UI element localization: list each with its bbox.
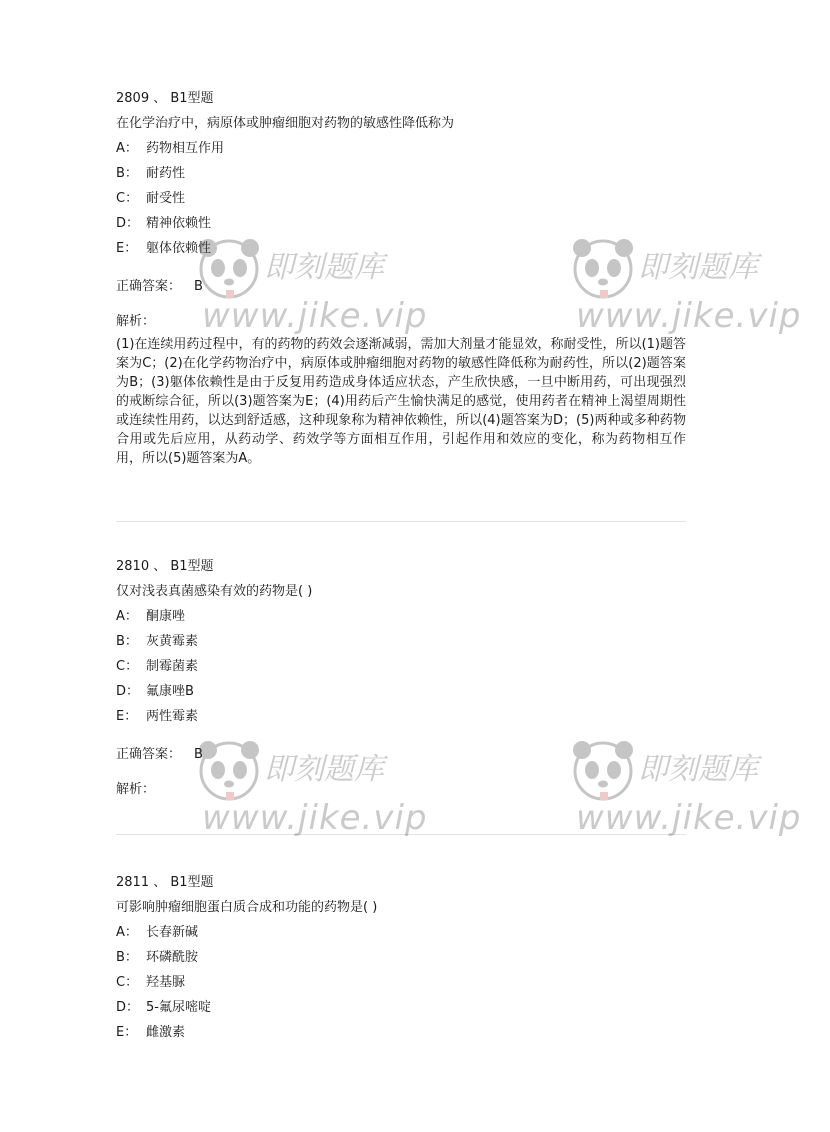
option-text: 躯体依赖性 <box>146 241 212 256</box>
question-header: 2811 、 B1型题 <box>116 875 214 890</box>
option-key: E： <box>116 241 138 256</box>
question-stem: 在化学治疗中，病原体或肿瘤细胞对药物的敏感性降低称为 <box>116 116 455 131</box>
watermark-clip <box>570 236 802 346</box>
option-text: 精神依赖性 <box>146 216 212 231</box>
watermark-brand: 即刻题库 <box>638 752 758 787</box>
option-text: 两性霉素 <box>146 709 199 724</box>
question-header: 2810 、 B1型题 <box>116 559 214 574</box>
option-d <box>116 995 686 1020</box>
watermark-brand: 即刻题库 <box>264 752 384 787</box>
option-text: 耐药性 <box>146 166 186 181</box>
divider <box>116 521 686 522</box>
answer-value: B <box>194 747 203 762</box>
analysis-label: 解析： <box>116 782 156 797</box>
answer-value: B <box>194 279 203 294</box>
option-key: E： <box>116 709 138 724</box>
option-key: C： <box>116 975 139 990</box>
option-d <box>116 211 686 236</box>
option-key: D： <box>116 216 140 231</box>
question-stem: 仅对浅表真菌感染有效的药物是( ) <box>116 584 313 599</box>
option-c <box>116 654 686 679</box>
panda-logo-icon <box>570 236 636 302</box>
analysis-label: 解析： <box>116 314 156 329</box>
option-b <box>116 945 686 970</box>
option-key: A： <box>116 925 138 940</box>
option-key: C： <box>116 659 139 674</box>
watermark <box>570 738 830 848</box>
option-key: B： <box>116 634 138 649</box>
option-key: A： <box>116 609 138 624</box>
option-c <box>116 970 686 995</box>
answer-label: 正确答案： <box>116 279 182 294</box>
option-key: B： <box>116 950 138 965</box>
option-text: 药物相互作用 <box>146 141 225 156</box>
option-a <box>116 136 686 161</box>
watermark <box>570 236 830 346</box>
option-key: E： <box>116 1025 138 1040</box>
answer-label: 正确答案： <box>116 747 182 762</box>
option-a <box>116 920 686 945</box>
option-text: 酮康唑 <box>146 609 186 624</box>
question-stem: 可影响肿瘤细胞蛋白质合成和功能的药物是( ) <box>116 900 378 915</box>
option-e <box>116 1020 686 1045</box>
watermark-site: www.jike.vip <box>202 296 428 336</box>
option-text: 雌激素 <box>146 1025 186 1040</box>
option-text: 5-氟尿嘧啶 <box>146 1000 211 1015</box>
option-key: D： <box>116 1000 140 1015</box>
option-text: 灰黄霉素 <box>146 634 199 649</box>
watermark-site: www.jike.vip <box>576 296 802 336</box>
watermark-site: www.jike.vip <box>576 798 802 838</box>
option-d <box>116 679 686 704</box>
question-2811 <box>116 870 686 1045</box>
watermark-brand: 即刻题库 <box>264 250 384 285</box>
option-c <box>116 186 686 211</box>
option-e <box>116 704 686 729</box>
option-key: C： <box>116 191 139 206</box>
watermark-site: www.jike.vip <box>202 798 428 838</box>
option-key: D： <box>116 684 140 699</box>
question-header: 2809 、 B1型题 <box>116 91 214 106</box>
watermark-brand: 即刻题库 <box>638 250 758 285</box>
option-text: 制霉菌素 <box>146 659 199 674</box>
option-text: 耐受性 <box>146 191 186 206</box>
option-b <box>116 161 686 186</box>
panda-logo-icon <box>570 738 636 804</box>
option-text: 长春新碱 <box>146 925 199 940</box>
option-key: A： <box>116 141 138 156</box>
option-key: B： <box>116 166 138 181</box>
option-text: 氟康唑B <box>146 684 194 699</box>
option-a <box>116 604 686 629</box>
watermark-clip <box>570 738 802 848</box>
option-text: 羟基脲 <box>146 975 186 990</box>
option-text: 环磷酰胺 <box>146 950 199 965</box>
option-b <box>116 629 686 654</box>
analysis-text: (1)在连续用药过程中，有的药物的药效会逐渐减弱，需加大剂量才能显效，称耐受性，所以(1)题答案为C；(2)在化学药物治疗中，病原体或肿瘤细胞对药物的敏感性降低称为耐药性，所以(2)题答案为B；(3)躯体依赖性是由于反复用药造成身体适应状态，产生欣快感，一旦中断用药，可出现强烈的戒断综合征，所以(3)题答案为E；(4)用药后产生愉快满足的感觉，使用药者在精神上渴望周期性或连续性用药，以达到舒适感，这种现象称为精神依赖性，所以(4)题答案为D；(5)两种或多种药物合用或先后应用，从药动学、药效学等方面相互作用，引起作用和效应的变化，称为药物相互作用，所以(5)题答案为A。 <box>116 337 686 466</box>
